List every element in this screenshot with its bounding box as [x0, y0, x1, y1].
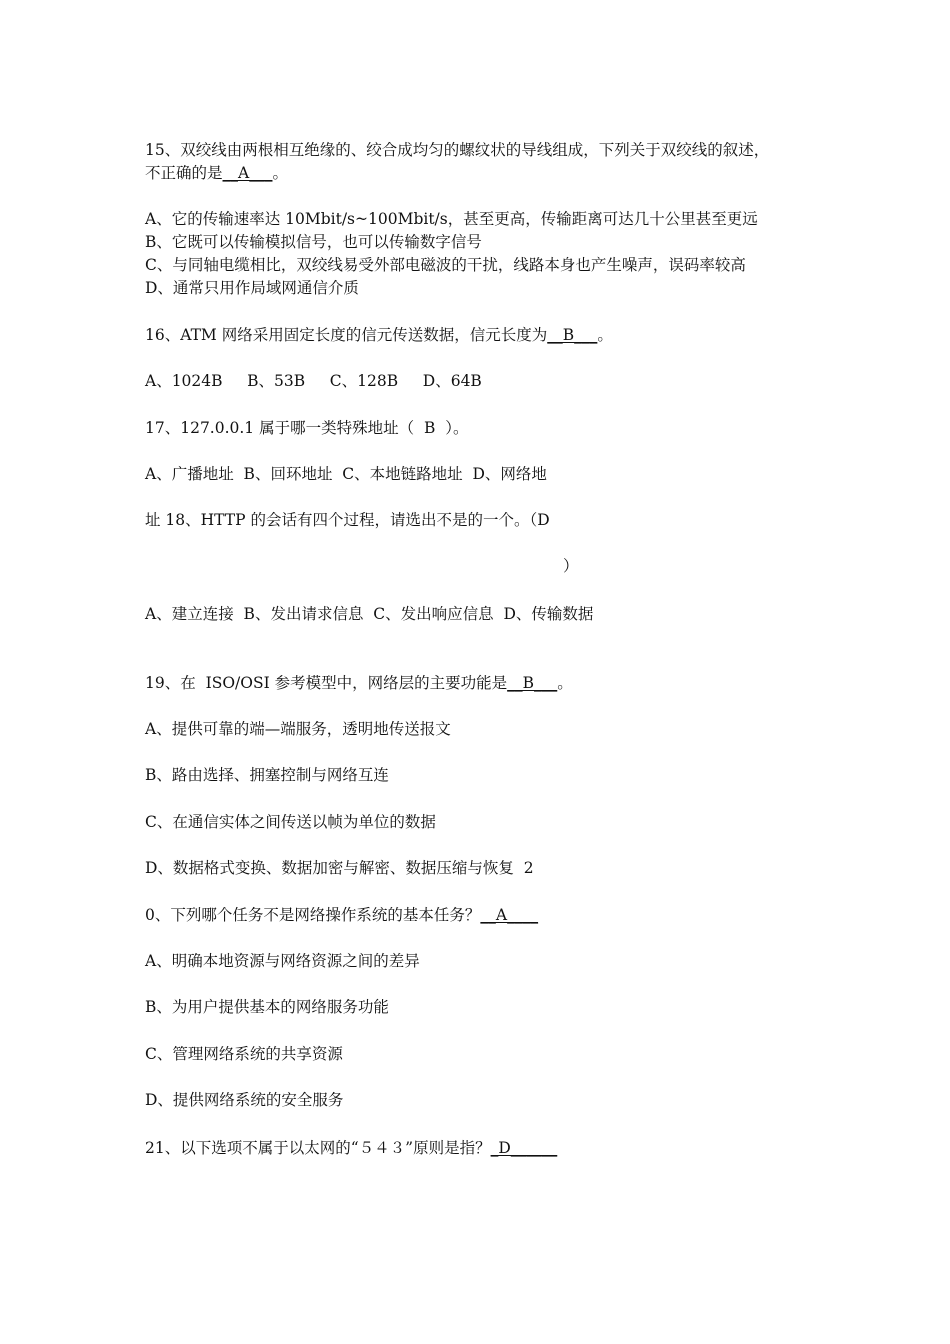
q15-option-d: D、通常只用作局域网通信介质 [145, 279, 359, 297]
q20-question [145, 905, 538, 925]
q21-question-text: 21、以下选项不属于以太网的“５４３”原则是指？ [145, 1139, 491, 1157]
q19-option-c: C、在通信实体之间传送以帧为单位的数据 [145, 813, 436, 831]
q20-option-a: A、明确本地资源与网络资源之间的差异 [145, 952, 420, 970]
q21-answer: _D______ [490, 1139, 558, 1157]
q19-question-text: 19、在 ISO/OSI 参考模型中，网络层的主要功能是 [145, 674, 508, 692]
q19-answer: __B___ [507, 674, 558, 692]
q19-option-d: D、数据格式变换、数据加密与解密、数据压缩与恢复 2 [145, 859, 534, 877]
q16-question [145, 325, 613, 345]
q19-option-a: A、提供可靠的端—端服务，透明地传送报文 [145, 720, 451, 738]
q17-question: 17、127.0.0.1 属于哪一类特殊地址（ B ）。 [145, 419, 469, 437]
q19-option-b: B、路由选择、拥塞控制与网络互连 [145, 766, 389, 784]
q16-question-text: 16、ATM 网络采用固定长度的信元传送数据，信元长度为 [145, 326, 548, 344]
q15-question-text: 不正确的是 [145, 164, 223, 182]
q20-option-d: D、提供网络系统的安全服务 [145, 1091, 344, 1109]
q17-options: A、广播地址 B、回环地址 C、本地链路地址 D、网络地 [145, 465, 547, 483]
q16-answer: __B___ [547, 326, 598, 344]
q20-option-c: C、管理网络系统的共享资源 [145, 1045, 343, 1063]
q15-option-b: B、它既可以传输模拟信号，也可以传输数字信号 [145, 233, 482, 251]
q21-question [145, 1138, 557, 1158]
q19-question-end: 。 [557, 674, 573, 692]
q20-option-b: B、为用户提供基本的网络服务功能 [145, 998, 389, 1016]
q15-question-end: 。 [272, 164, 288, 182]
q18-paren-close: ） [563, 557, 579, 575]
q16-options: A、1024B B、53B C、128B D、64B [145, 372, 482, 390]
q15-answer: __A___ [222, 164, 273, 182]
q18-options: A、建立连接 B、发出请求信息 C、发出响应信息 D、传输数据 [145, 605, 594, 623]
q20-answer: __A____ [480, 906, 539, 924]
q20-question-text: 0、下列哪个任务不是网络操作系统的基本任务？ [145, 906, 481, 924]
q15-question-line2 [145, 163, 288, 183]
q19-question [145, 673, 573, 693]
q16-question-end: 。 [597, 326, 613, 344]
q18-question: 址 18、HTTP 的会话有四个过程，请选出不是的一个。（D [145, 511, 550, 529]
q15-question-line1: 15、双绞线由两根相互绝缘的、绞合成均匀的螺纹状的导线组成，下列关于双绞线的叙述， [145, 141, 770, 159]
q15-option-c: C、与同轴电缆相比，双绞线易受外部电磁波的干扰，线路本身也产生噪声，误码率较高 [145, 256, 746, 274]
q15-option-a: A、它的传输速率达 10Mbit/s~100Mbit/s，甚至更高，传输距离可达几十公里甚至更远 [145, 210, 758, 228]
